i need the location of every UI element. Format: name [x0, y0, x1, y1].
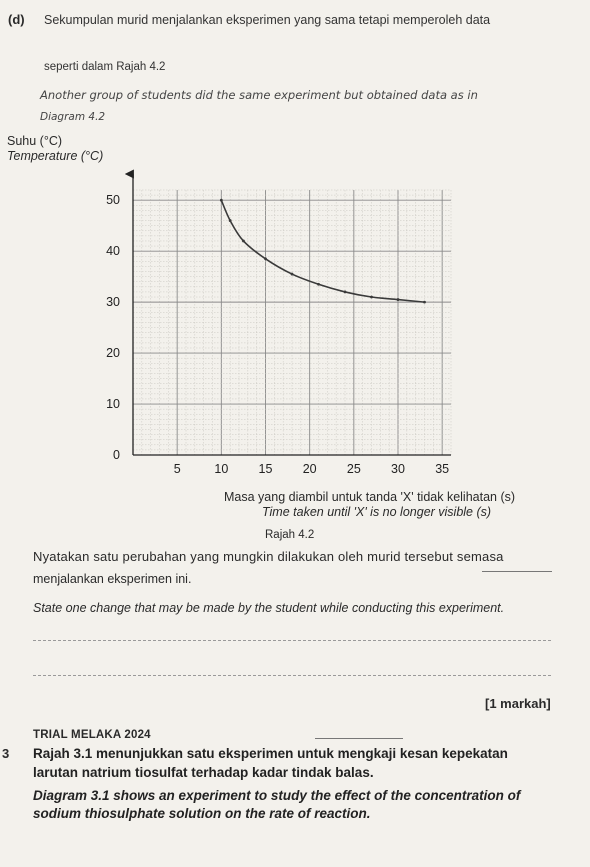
next-question-malay-line1: Rajah 3.1 menunjukkan satu eksperimen untuk mengkaji kesan kepekatan — [33, 746, 508, 761]
data-point — [291, 273, 294, 276]
question-malay-line1: Sekumpulan murid menjalankan eksperimen yang sama tetapi memperoleh data — [44, 13, 491, 27]
x-tick-label: 20 — [302, 462, 317, 476]
x-tick-label: 10 — [214, 462, 229, 476]
y-axis-label-malay: Suhu (°C) — [7, 134, 63, 148]
y-axis-label-english: Temperature (°C) — [7, 149, 104, 163]
question-english-line1: Another group of students did the same experiment but obtained data as in — [40, 88, 478, 102]
data-point — [264, 257, 267, 260]
prompt-english: State one change that may be made by the student while conducting this experiment. — [33, 601, 505, 615]
data-point — [317, 283, 320, 286]
data-point — [423, 301, 426, 304]
y-tick-label: 50 — [106, 193, 120, 208]
y-tick-label: 20 — [106, 346, 120, 361]
question-label: (d) — [8, 12, 25, 27]
next-question-malay-line2: larutan natrium tiosulfat terhadap kadar tindak balas. — [33, 765, 374, 780]
prompt-malay-line2: menjalankan eksperimen ini. — [33, 572, 192, 586]
x-tick-label: 35 — [435, 462, 450, 476]
data-point — [242, 240, 245, 243]
answer-line-short[interactable] — [482, 571, 552, 572]
data-point — [370, 296, 373, 299]
x-tick-label: 30 — [391, 462, 405, 476]
data-point — [220, 199, 223, 202]
next-question-english-line1: Diagram 3.1 shows an experiment to study the effect of the concentration of — [33, 788, 521, 803]
prompt-malay-line1: Nyatakan satu perubahan yang mungkin dilakukan oleh murid tersebut semasa — [33, 549, 504, 564]
x-axis-label-english: Time taken until 'X' is no longer visible (s) — [262, 505, 492, 519]
y-tick-label: 10 — [106, 397, 120, 412]
chart-grid — [133, 190, 451, 455]
question-english-line2: Diagram 4.2 — [40, 111, 106, 123]
y-tick-label: 30 — [106, 295, 120, 310]
next-question-english-line2: sodium thiosulphate solution on the rate of reaction. — [33, 806, 371, 821]
data-point — [344, 291, 347, 294]
y-tick-label: 40 — [106, 244, 120, 259]
data-point — [229, 219, 232, 222]
x-tick-label: 15 — [258, 462, 273, 476]
y-tick-label: 0 — [113, 448, 120, 462]
footer-trial: TRIAL MELAKA 2024 — [33, 729, 151, 741]
next-question-number: 3 — [2, 746, 10, 761]
answer-line-1[interactable] — [33, 640, 551, 641]
diagram-caption: Rajah 4.2 — [265, 529, 315, 541]
x-tick-label: 5 — [173, 462, 181, 476]
x-tick-label: 25 — [346, 462, 361, 476]
footer-rule — [315, 738, 403, 739]
question-malay-line2: seperti dalam Rajah 4.2 — [44, 61, 166, 73]
x-axis-label-malay: Masa yang diambil untuk tanda 'X' tidak kelihatan (s) — [224, 490, 516, 504]
marks-label: [1 markah] — [485, 696, 551, 711]
answer-line-2[interactable] — [33, 675, 551, 676]
data-point — [397, 298, 400, 301]
